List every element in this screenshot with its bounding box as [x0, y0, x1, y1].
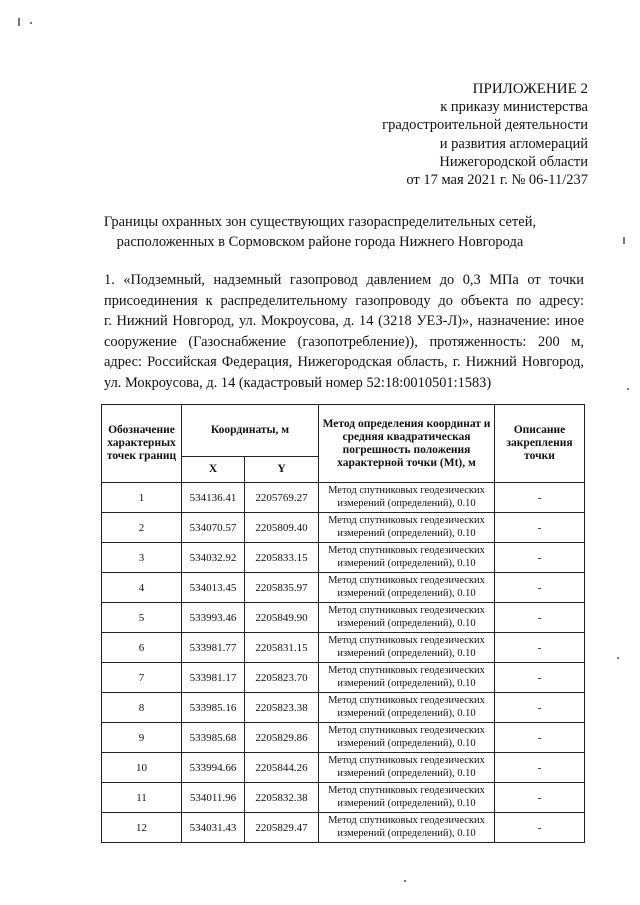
- method-cell: Метод спутниковых геодезических измерений (определений), 0.10: [319, 663, 495, 693]
- method-cell: Метод спутниковых геодезических измерений (определений), 0.10: [319, 723, 495, 753]
- x-cell: 533993.46: [182, 603, 245, 633]
- paragraph-line: сооружение (Газоснабжение (газопотребление)), протяженность: 200 м,: [104, 333, 584, 350]
- description-cell: -: [495, 603, 585, 633]
- x-cell: 534136.41: [182, 483, 245, 513]
- method-cell: Метод спутниковых геодезических измерений (определений), 0.10: [319, 783, 495, 813]
- method-cell: Метод спутниковых геодезических измерений (определений), 0.10: [319, 693, 495, 723]
- table-row: [102, 783, 585, 813]
- point-cell: 8: [102, 693, 182, 723]
- y-cell: 2205844.26: [245, 753, 319, 783]
- table-row: [102, 813, 585, 843]
- appendix-line: Нижегородской области: [439, 153, 588, 170]
- x-cell: 534032.92: [182, 543, 245, 573]
- x-cell: 533985.68: [182, 723, 245, 753]
- document-title: [60, 212, 580, 252]
- description-cell: -: [495, 723, 585, 753]
- y-cell: 2205809.40: [245, 513, 319, 543]
- table-row: [102, 693, 585, 723]
- description-cell: -: [495, 783, 585, 813]
- appendix-line: градостроительной деятельности: [382, 117, 588, 134]
- y-cell: 2205835.97: [245, 573, 319, 603]
- header-method: Метод определения координат и средняя квадратическая погрешность положения характерной точки (Mt), м: [319, 405, 495, 483]
- header-x: X: [182, 457, 245, 483]
- x-cell: 533981.17: [182, 663, 245, 693]
- table-row: [102, 723, 585, 753]
- point-cell: 2: [102, 513, 182, 543]
- paragraph-line: адрес: Российская Федерация, Нижегородская область, г. Нижний Новгород,: [104, 354, 584, 370]
- x-cell: 534031.43: [182, 813, 245, 843]
- y-cell: 2205769.27: [245, 483, 319, 513]
- table-body: [102, 483, 585, 843]
- method-cell: Метод спутниковых геодезических измерений (определений), 0.10: [319, 573, 495, 603]
- description-cell: -: [495, 813, 585, 843]
- description-cell: -: [495, 513, 585, 543]
- scan-mark: [18, 18, 20, 26]
- point-cell: 5: [102, 603, 182, 633]
- y-cell: 2205832.38: [245, 783, 319, 813]
- y-cell: 2205831.15: [245, 633, 319, 663]
- description-cell: -: [495, 633, 585, 663]
- appendix-block: [382, 80, 588, 189]
- point-cell: 7: [102, 663, 182, 693]
- table-row: [102, 663, 585, 693]
- table-row: [102, 603, 585, 633]
- table-row: [102, 543, 585, 573]
- description-cell: -: [495, 663, 585, 693]
- method-cell: Метод спутниковых геодезических измерений (определений), 0.10: [319, 483, 495, 513]
- y-cell: 2205823.38: [245, 693, 319, 723]
- point-cell: 12: [102, 813, 182, 843]
- scan-mark: [404, 880, 406, 882]
- point-cell: 10: [102, 753, 182, 783]
- point-cell: 4: [102, 573, 182, 603]
- x-cell: 534070.57: [182, 513, 245, 543]
- method-cell: Метод спутниковых геодезических измерений (определений), 0.10: [319, 543, 495, 573]
- description-cell: -: [495, 573, 585, 603]
- method-cell: Метод спутниковых геодезических измерений (определений), 0.10: [319, 603, 495, 633]
- description-cell: -: [495, 483, 585, 513]
- x-cell: 533985.16: [182, 693, 245, 723]
- scan-mark: [623, 237, 625, 244]
- method-cell: Метод спутниковых геодезических измерений (определений), 0.10: [319, 813, 495, 843]
- paragraph-line: 1. «Подземный, надземный газопровод давлением до 0,3 МПа от точки: [104, 272, 584, 288]
- scan-mark: [627, 388, 629, 390]
- coordinates-table: [101, 404, 585, 843]
- paragraph-line: ул. Мокроусова, д. 14 (кадастровый номер 52:18:0010501:1583): [104, 374, 492, 391]
- paragraph-line: г. Нижний Новгород, ул. Мокроусова, д. 14 (3218 УЕЗ-Л)», назначение: иное: [104, 313, 584, 329]
- point-cell: 11: [102, 783, 182, 813]
- table-row: [102, 753, 585, 783]
- point-cell: 1: [102, 483, 182, 513]
- method-cell: Метод спутниковых геодезических измерений (определений), 0.10: [319, 753, 495, 783]
- appendix-line: и развития агломераций: [439, 135, 588, 152]
- x-cell: 533981.77: [182, 633, 245, 663]
- y-cell: 2205829.86: [245, 723, 319, 753]
- table-row: [102, 573, 585, 603]
- y-cell: 2205823.70: [245, 663, 319, 693]
- x-cell: 533994.66: [182, 753, 245, 783]
- paragraph-line: присоединения к распределительному газопроводу до объекта по адресу:: [104, 292, 584, 309]
- appendix-line: от 17 мая 2021 г. № 06-11/237: [406, 172, 588, 189]
- title-line: Границы охранных зон существующих газораспределительных сетей,: [103, 214, 537, 230]
- description-cell: -: [495, 693, 585, 723]
- method-cell: Метод спутниковых геодезических измерений (определений), 0.10: [319, 513, 495, 543]
- table-row: [102, 633, 585, 663]
- point-cell: 3: [102, 543, 182, 573]
- y-cell: 2205833.15: [245, 543, 319, 573]
- scan-mark: [617, 657, 619, 659]
- appendix-line: к приказу министерства: [440, 99, 588, 116]
- object-description: [104, 270, 584, 393]
- description-cell: -: [495, 543, 585, 573]
- header-description: Описание закрепления точки: [495, 405, 585, 483]
- point-cell: 6: [102, 633, 182, 663]
- table-row: [102, 483, 585, 513]
- x-cell: 534013.45: [182, 573, 245, 603]
- appendix-title: ПРИЛОЖЕНИЕ 2: [472, 81, 588, 97]
- table-row: [102, 513, 585, 543]
- method-cell: Метод спутниковых геодезических измерений (определений), 0.10: [319, 633, 495, 663]
- title-line: расположенных в Сормовском районе города Нижнего Новгорода: [116, 234, 524, 250]
- x-cell: 534011.96: [182, 783, 245, 813]
- header-point: Обозначение характерных точек границ: [102, 405, 182, 483]
- header-coordinates: Координаты, м: [182, 405, 319, 457]
- y-cell: 2205849.90: [245, 603, 319, 633]
- header-y: Y: [245, 457, 319, 483]
- description-cell: -: [495, 753, 585, 783]
- scan-mark: [30, 22, 32, 24]
- point-cell: 9: [102, 723, 182, 753]
- y-cell: 2205829.47: [245, 813, 319, 843]
